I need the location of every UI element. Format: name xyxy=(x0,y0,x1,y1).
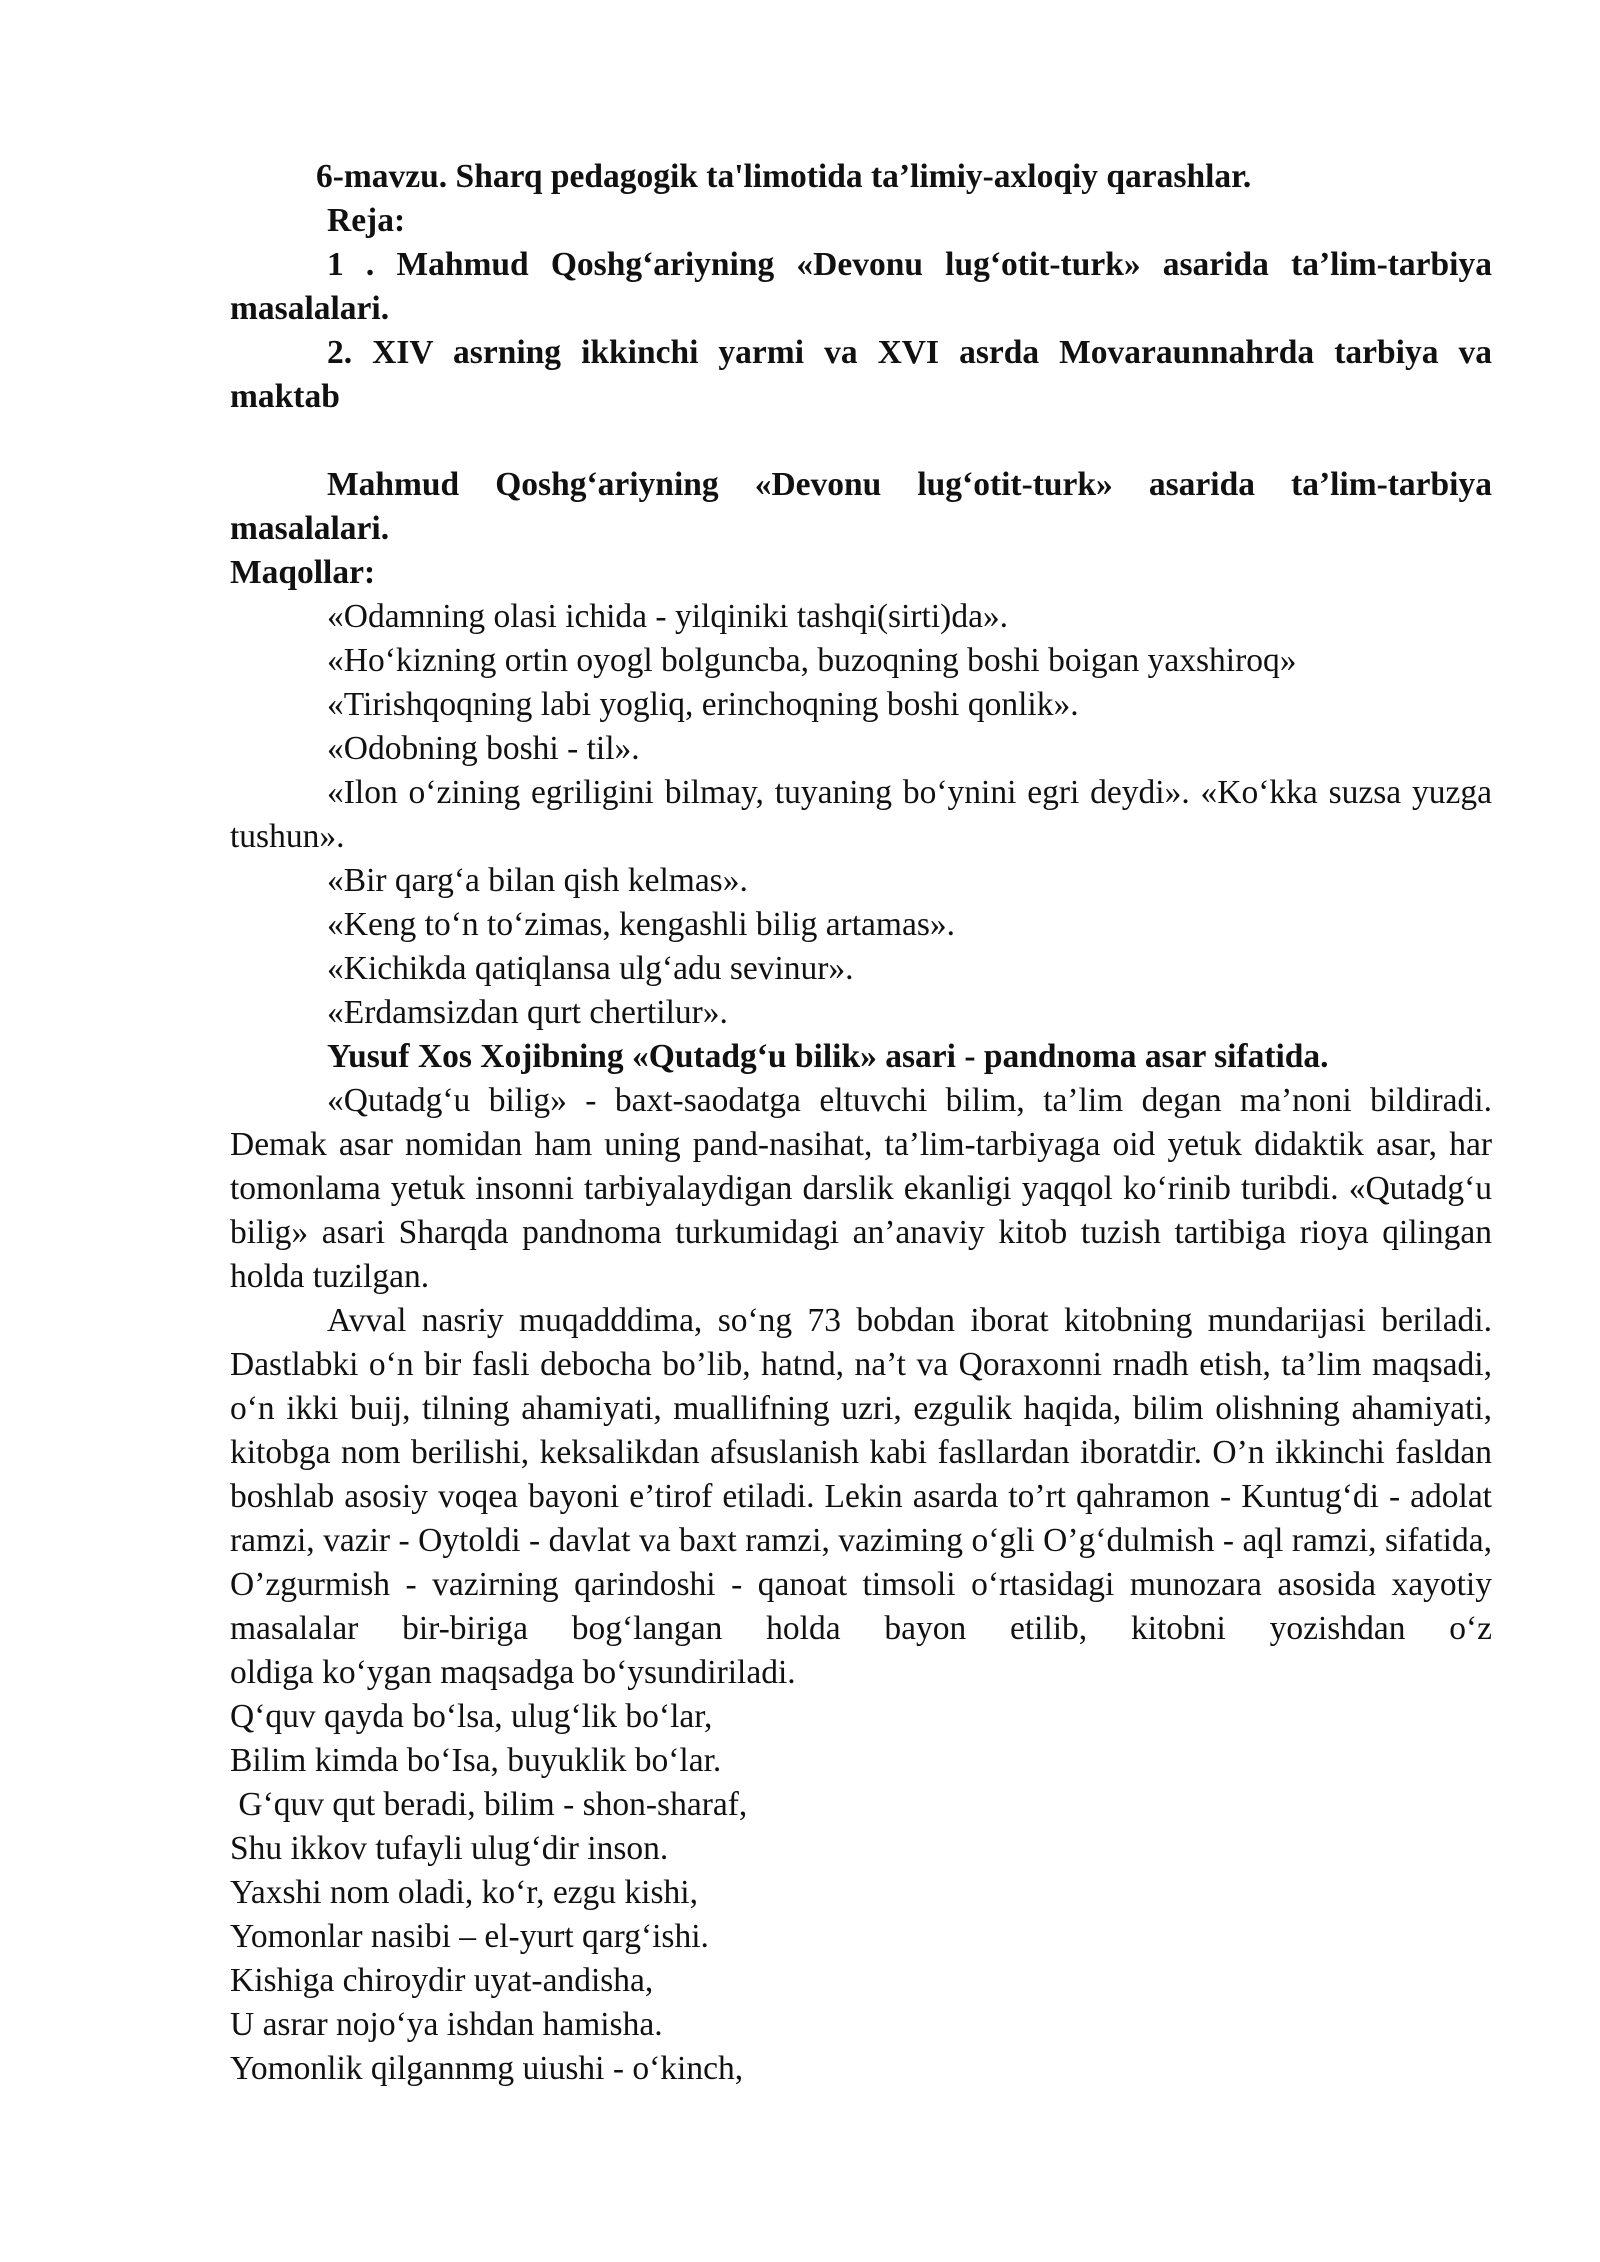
poem-line: Q‘quv qayda bo‘lsa, ulug‘lik bo‘lar, xyxy=(230,1698,713,1735)
proverb: «Erdamsizdan qurt chertilur». xyxy=(327,994,728,1031)
plan-item-1: 1 . Mahmud Qoshg‘ariyning «Devonu lug‘otit-turk» asarida ta’lim-tarbiya masalalari. xyxy=(230,246,1492,327)
proverbs-heading: Maqollar: xyxy=(230,554,376,591)
poem-line: Shu ikkov tufayli ulug‘dir inson. xyxy=(230,1830,669,1867)
poem-line: Yomonlik qilgannmg uiushi - o‘kinch, xyxy=(230,2050,744,2087)
body-paragraph-end: oldiga ko‘ygan maqsadga bo‘ysundiriladi. xyxy=(230,1654,796,1691)
proverb: «Odobning boshi - til». xyxy=(327,730,640,767)
poem-line: Yaxshi nom oladi, ko‘r, ezgu kishi, xyxy=(230,1874,698,1911)
spacer xyxy=(230,419,1492,463)
poem-line: Yomonlar nasibi – el-yurt qarg‘ishi. xyxy=(230,1918,709,1955)
section-heading-qoshgariy: Mahmud Qoshg‘ariyning «Devonu lug‘otit-turk» asarida ta’lim-tarbiya masalalari. xyxy=(230,466,1492,547)
proverb: «Kichikda qatiqlansa ulg‘adu sevinur». xyxy=(327,950,854,987)
document-title: 6-mavzu. Sharq pedagogik ta'limotida ta’limiy-axloqiy qarashlar. xyxy=(316,158,1252,195)
proverb: «Bir qarg‘a bilan qish kelmas». xyxy=(327,862,748,899)
proverb: «Odamning olasi ichida - yilqiniki tashqi(sirti)da». xyxy=(327,598,1009,635)
poem-line: U asrar nojo‘ya ishdan hamisha. xyxy=(230,2006,663,2043)
proverb: «Ilon o‘zining egriligini bilmay, tuyaning bo‘ynini egri deydi». «Ko‘kka suzsa yuzga tushun». xyxy=(230,774,1492,855)
section-heading-qutadgu-bilik: Yusuf Xos Xojibning «Qutadg‘u bilik» asari - pandnoma asar sifatida. xyxy=(327,1038,1329,1075)
body-paragraph: Avval nasriy muqadddima, so‘ng 73 bobdan iborat kitobning mundarijasi beriladi. Dastlabki o‘n bir fasli debocha bo’lib, hatnd, na’t va Qoraxonni rnadh etish, ta’lim maqsadi, o‘n ikki buij, tilning ahamiyati, muallifning uzri, ezgulik haqida, bilim olishning ahamiyati, kitobga nom berilishi, keksalikdan afsuslanish kabi fasllardan iboratdir. O’n ikkinchi fasldan boshlab asosiy voqea bayoni e’tirof etiladi. Lekin asarda to’rt qahramon - Kuntug‘di - adolat ramzi, vazir - Oytoldi - davlat va baxt ramzi, vaziming o‘gli O’g‘dulmish - aql ramzi, sifatida, O’zgurmish - vazirning qarindoshi - qanoat timsoli o‘rtasidagi munozara asosida xayotiy masalalar bir-biriga bog‘langan holda bayon etilib, kitobni yozishdan o‘z xyxy=(230,1302,1492,1647)
document-page xyxy=(230,155,1492,2091)
proverb: «Tirishqoqning labi yogliq, erinchoqning boshi qonlik». xyxy=(327,686,1079,723)
poem xyxy=(230,1695,1492,2091)
plan-heading: Reja: xyxy=(327,202,406,239)
body-paragraph: «Qutadg‘u bilig» - baxt-saodatga eltuvchi bilim, ta’lim degan ma’noni bildiradi. Demak asar nomidan ham uning pand-nasihat, ta’lim-tarbiyaga oid yetuk didaktik asar, har tomonlama yetuk insonni tarbiyalaydigan darslik ekanligi yaqqol ko‘rinib turibdi. «Qutadg‘u bilig» asari Sharqda pandnoma turkumidagi an’anaviy kitob tuzish tartibiga rioya qilingan holda tuzilgan. xyxy=(230,1082,1492,1295)
proverb: «Keng to‘n to‘zimas, kengashli bilig artamas». xyxy=(327,906,955,943)
plan-item-2: 2. XIV asrning ikkinchi yarmi va XVI asrda Movaraunnahrda tarbiya va maktab xyxy=(230,334,1492,415)
poem-line: Kishiga chiroydir uyat-andisha, xyxy=(230,1962,654,1999)
poem-line: Bilim kimda bo‘Isa, buyuklik bo‘lar. xyxy=(230,1742,722,1779)
poem-line: G‘quv qut beradi, bilim - shon-sharaf, xyxy=(230,1786,748,1823)
proverb: «Ho‘kizning ortin oyogl bolguncba, buzoqning boshi boigan yaxshiroq» xyxy=(327,642,1297,679)
